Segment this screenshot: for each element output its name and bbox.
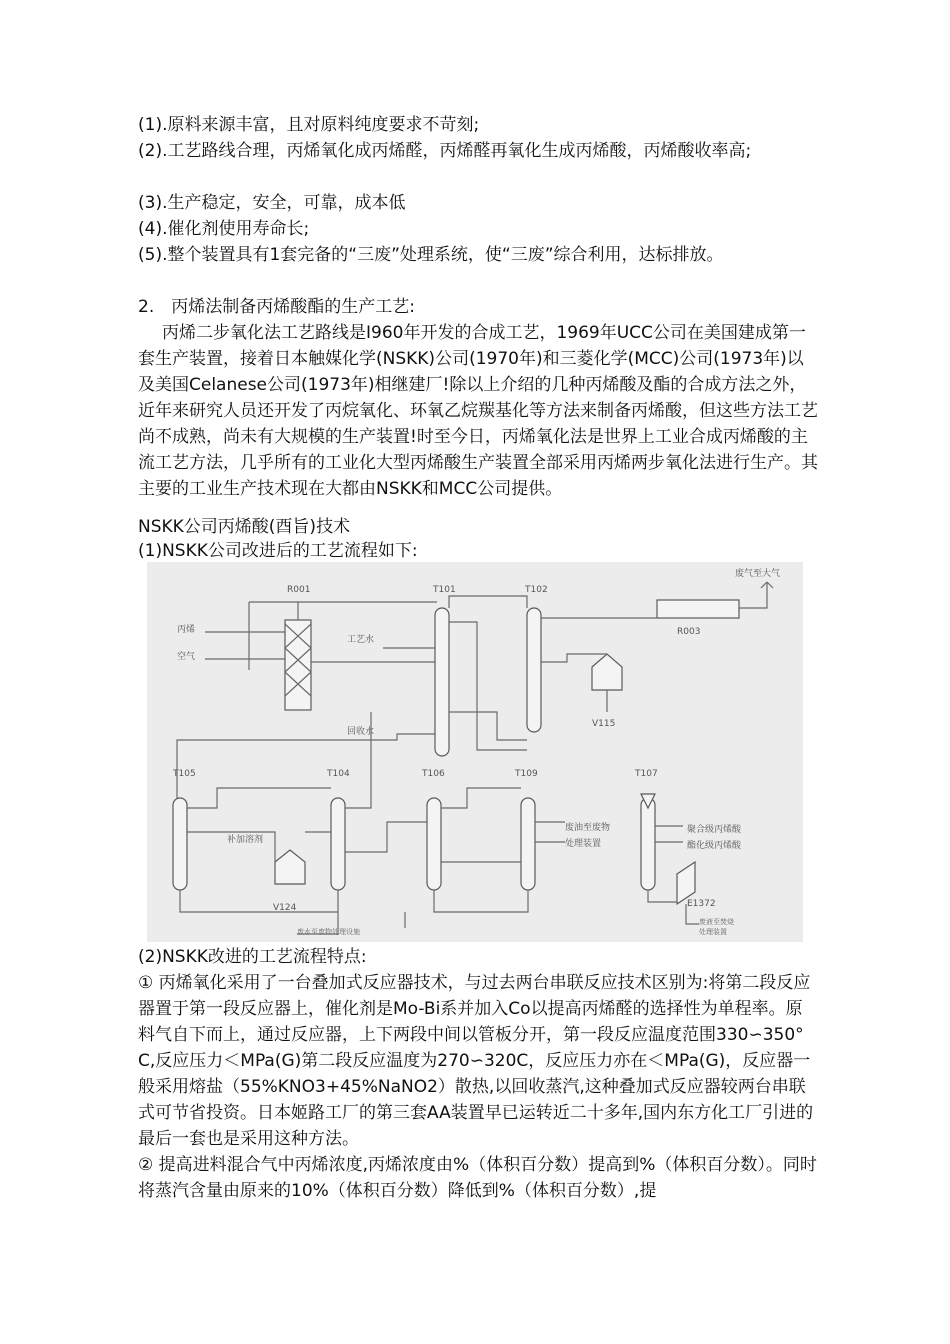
- label-air: 空气: [177, 652, 196, 662]
- label-t109: T109: [515, 769, 538, 779]
- label-r001: R001: [287, 585, 311, 595]
- label-exhaust: 废气至大气: [735, 569, 781, 579]
- label-t107: T107: [635, 769, 658, 779]
- label-propylene: 丙烯: [177, 625, 196, 635]
- label-r003: R003: [677, 627, 701, 637]
- label-t104: T104: [327, 769, 350, 779]
- label-solvent: 补加溶剂: [227, 835, 264, 845]
- label-recycle-water: 回收水: [347, 727, 375, 737]
- label-t106: T106: [422, 769, 445, 779]
- nskk-heading: NSKK公司丙烯酸(酉旨)技术: [138, 517, 351, 537]
- label-process-water: 工艺水: [347, 635, 375, 645]
- label-waste-treat-1: 废油至废物: [565, 823, 611, 833]
- section-2-body: 丙烯二步氧化法工艺路线是I960年开发的合成工艺，1969年UCC公司在美国建成第一套生产装置，接着日本触媒化学(NSKK)公司(1970年)和三菱化学(MCC)公司(1973年)以及美国Celanese公司(1973年)相继建厂!除以上介绍的几种丙烯酸及酯的合成方法之外，近年来研究人员还开发了丙烷氧化、环氧乙烷羰基化等方法来制备丙烯酸，但这些方法工艺尚不成熟，尚未有大规模的生产装置!时至今日，丙烯氧化法是世界上工业合成丙烯酸的主流工艺方法，几乎所有的工业化大型丙烯酸生产装置全部采用丙烯两步氧化法进行生产。其主要的工业生产技术现在大都由NSKK和MCC公司提供。: [138, 323, 818, 499]
- section-2-heading: 2. 丙烯法制备丙烯酸酯的生产工艺:: [138, 297, 415, 317]
- vessel-v124: [275, 850, 305, 884]
- column-t106: [427, 798, 441, 890]
- label-t102: T102: [525, 585, 548, 595]
- label-product-2: 酯化级丙烯酸: [687, 841, 742, 851]
- column-t105: [173, 798, 187, 890]
- label-residue-1: 废液至焚烧: [699, 918, 734, 926]
- process-flow-diagram: [147, 562, 803, 942]
- label-v124: V124: [273, 903, 297, 913]
- column-t107: [641, 798, 655, 890]
- label-residue-2: 处理装置: [699, 928, 727, 936]
- label-v115: V115: [592, 719, 616, 729]
- column-t109: [521, 798, 535, 890]
- label-t101: T101: [433, 585, 456, 595]
- list-item-4: (4).催化剂使用寿命长;: [138, 219, 310, 239]
- label-product-1: 聚合级丙烯酸: [687, 825, 742, 835]
- feature-2: ② 提高进料混合气中丙烯浓度,丙烯浓度由%（体积百分数）提高到%（体积百分数）。同时将蒸汽含量由原来的10%（体积百分数）降低到%（体积百分数）,提: [138, 1155, 817, 1201]
- nskk-subheading-2: (2)NSKK改进的工艺流程特点:: [138, 947, 367, 967]
- label-wastewater: 废水至废物处理设施: [297, 928, 360, 936]
- exchanger-e1372: [677, 862, 695, 904]
- list-item-1: (1).原料来源丰富，且对原料纯度要求不苛刻;: [138, 115, 480, 135]
- list-item-3: (3).生产稳定，安全，可靠，成本低: [138, 193, 406, 213]
- nskk-subheading-1: (1)NSKK公司改进后的工艺流程如下:: [138, 541, 418, 561]
- column-t101: [435, 608, 449, 756]
- reactor-r001: [285, 620, 311, 710]
- vessel-v115: [592, 654, 622, 690]
- feature-1: ① 丙烯氧化采用了一台叠加式反应器技术，与过去两台串联反应技术区别为:将第二段反应器置于第一段反应器上，催化剂是Mo-Bi系并加入Co以提高丙烯醛的选择性为单程率。原料气自下而上，通过反应器，上下两段中间以管板分开，第一段反应温度范围330∽350° C,反应压力＜MPa(G)第二段反应温度为270∽320C，反应压力亦在＜MPa(G)，反应器一般采用熔盐（55%KNO3+45%NaNO2）散热,以回收蒸汽,这种叠加式反应器较两台串联式可节省投资。日本姬路工厂的第三套AA装置早已运转近二十多年,国内东方化工厂引进的最后一套也是采用这种方法。: [138, 973, 814, 1149]
- list-item-2: (2).工艺路线合理，丙烯氧化成丙烯醛，丙烯醛再氧化生成丙烯酸，丙烯酸收率高;: [138, 141, 752, 161]
- column-t102: [527, 608, 541, 732]
- label-waste-treat-2: 处理装置: [565, 839, 602, 849]
- list-item-5: (5).整个装置具有1套完备的“三废”处理系统，使“三废”综合利用，达标排放。: [138, 245, 724, 265]
- label-e1372: E1372: [687, 899, 716, 909]
- label-t105: T105: [173, 769, 196, 779]
- column-t104: [331, 798, 345, 890]
- unit-r003: [657, 600, 739, 618]
